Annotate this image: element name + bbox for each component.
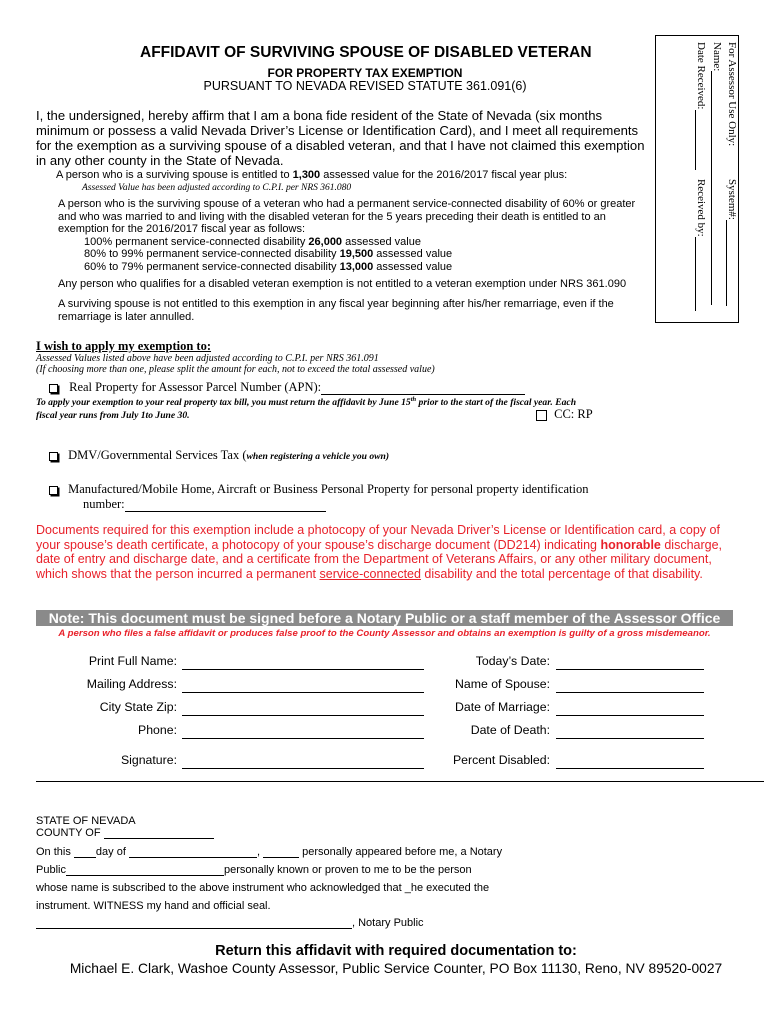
cc-rp-checkbox[interactable] — [536, 410, 547, 421]
system-number-line[interactable] — [726, 220, 727, 306]
real-property-deadline-note — [36, 396, 576, 408]
system-number-label — [726, 179, 738, 306]
deadline-note-post: prior to the start of the fiscal year. Each — [416, 397, 577, 409]
tier-60-value: 13,000 — [339, 261, 374, 273]
notary-year-field[interactable] — [263, 857, 299, 858]
intro-paragraph: I, the undersigned, hereby affirm that I am a bona fide resident of the State of Nevada (six months minimum or possess a valid Nevada Driver’s License or Identification Card), and I meet all requirements for the exemption as a surviving spouse of a disabled veteran, and that I have not claimed this exemption in any other county in the State of Nevada. — [36, 108, 645, 168]
notary-month-field[interactable] — [129, 857, 257, 858]
form-subtitle: FOR PROPERTY TAX EXEMPTION — [267, 66, 463, 80]
assessor-name-label — [711, 42, 723, 305]
real-property-row — [49, 380, 525, 395]
notary-on-this-label: On this — [36, 846, 71, 858]
date-received-text: Date Received: — [695, 42, 707, 110]
real-property-label: Real Property for Assessor Parcel Number (APN): — [69, 380, 322, 394]
received-by-text: Received by: — [695, 179, 707, 237]
received-by-line[interactable] — [695, 237, 696, 311]
notary-public-row — [36, 864, 472, 876]
notary-signature-row — [36, 917, 424, 929]
dmv-row — [49, 448, 389, 463]
notary-witness-text: instrument. WITNESS my hand and official seal. — [36, 900, 271, 912]
print-full-name-field[interactable] — [182, 669, 424, 670]
notary-day-field[interactable] — [74, 857, 96, 858]
percent-disabled-label: Percent Disabled: — [452, 753, 550, 767]
documents-honorable: honorable — [600, 537, 661, 552]
documents-required-paragraph — [36, 523, 726, 581]
entitlement-line — [56, 169, 567, 181]
phone-label: Phone: — [138, 723, 177, 737]
tier-80-value: 19,500 — [339, 248, 374, 260]
notary-public-name-field[interactable] — [66, 875, 224, 876]
return-address: Michael E. Clark, Washoe County Assessor, Public Service Counter, PO Box 11130, Reno, NV 89520-0027 — [69, 961, 723, 976]
manufactured-number-line[interactable] — [125, 511, 326, 512]
manufactured-row — [49, 482, 588, 497]
form-title: AFFIDAVIT OF SURVIVING SPOUSE OF DISABLED VETERAN — [140, 44, 592, 61]
apn-input-line[interactable] — [321, 394, 525, 395]
apply-heading: I wish to apply my exemption to: — [36, 339, 212, 353]
manufactured-checkbox[interactable] — [49, 486, 58, 495]
percent-disabled-field[interactable] — [556, 768, 704, 769]
received-by-label — [695, 179, 707, 311]
rule-remarriage-2: remarriage is later annulled. — [58, 311, 195, 323]
documents-post: disability and the total percentage of that disability. — [420, 566, 703, 581]
false-affidavit-warning: A person who files a false affidavit or produces false proof to the County Assessor and obtains an exemption is guilty of a gross misdemeanor. — [58, 628, 711, 639]
dmv-checkbox[interactable] — [49, 452, 58, 461]
todays-date-field[interactable] — [556, 669, 704, 670]
date-received-label — [695, 42, 707, 170]
notary-on-this-row: On this day of , personally appeared before me, a Notary — [36, 846, 503, 858]
documents-mid: discharge, date of entry and discharge date, and a certificate from the Department of Veterans Affairs, or any other military document, which shows that the person incurred a permanent — [36, 537, 723, 581]
manufactured-label: Manufactured/Mobile Home, Aircraft or Business Personal Property for personal property identification — [68, 482, 589, 496]
notary-public-label: Public — [36, 864, 66, 876]
tier-60-suffix: assessed value — [373, 261, 453, 273]
tier-100-value: 26,000 — [308, 236, 343, 248]
form-statute: PURSUANT TO NEVADA REVISED STATUTE 361.091(6) — [203, 79, 527, 93]
disabled-line-2: and who was married to and living with the disabled veteran for the 5 years preceding their death is entitled to an — [58, 211, 606, 223]
section-divider — [36, 781, 764, 782]
tier-100-suffix: assessed value — [342, 236, 421, 248]
apply-note-2: (If choosing more than one, please split the amount for each, not to exceed the total assessed value) — [36, 364, 435, 375]
disabled-line-3: exemption for the 2016/2017 fiscal year as follows: — [58, 223, 306, 235]
print-full-name-label: Print Full Name: — [88, 654, 177, 668]
return-heading: Return this affidavit with required documentation to: — [215, 943, 577, 959]
notary-county-field[interactable] — [104, 838, 214, 839]
notary-notice-bar: Note: This document must be signed before a Notary Public or a staff member of the Assessor Office — [36, 610, 733, 626]
real-property-checkbox[interactable] — [49, 384, 58, 393]
assessor-name-text: Name: — [711, 42, 723, 72]
documents-pre: Documents required for this exemption include a photocopy of your Nevada Driver’s License or Identification card, a copy of your spouse’s death certificate, a photocopy of your spouse’s discharge document (DD214) indicating — [36, 523, 720, 552]
documents-service-connected: service-connected — [319, 566, 421, 581]
tier-80 — [84, 248, 452, 260]
notary-state: STATE OF NEVADA — [36, 815, 136, 827]
notary-county-label: COUNTY OF — [36, 827, 101, 839]
notary-appeared-text: personally appeared before me, a Notary — [302, 846, 503, 858]
tier-80-suffix: assessed value — [373, 248, 453, 260]
cc-rp-row — [536, 407, 593, 422]
entitlement-amount: 1,300 — [292, 169, 321, 181]
tier-60-label: 60% to 79% permanent service-connected disability — [84, 261, 340, 273]
deadline-note-sup: th — [410, 396, 417, 403]
signature-field[interactable] — [182, 768, 424, 769]
notary-county-row — [36, 827, 214, 839]
deadline-note-pre: To apply your exemption to your real property tax bill, you must return the affidavit by June 15 — [36, 397, 411, 409]
disabled-line-1: A person who is the surviving spouse of a veteran who had a permanent service-connected disability of 60% or greater — [58, 198, 636, 210]
cc-rp-label: CC: RP — [554, 407, 593, 421]
name-of-spouse-label: Name of Spouse: — [454, 677, 550, 691]
date-of-death-label: Date of Death: — [470, 723, 550, 737]
assessor-name-line[interactable] — [711, 71, 712, 305]
manufactured-number-row — [83, 497, 326, 512]
apply-note-1: Assessed Values listed above have been adjusted according to C.P.I. per NRS 361.091 — [36, 353, 379, 364]
phone-field[interactable] — [182, 738, 424, 739]
entitlement-post: assessed value for the 2016/2017 fiscal year plus: — [320, 169, 568, 181]
entitlement-pre: A person who is a surviving spouse is entitled to — [56, 169, 293, 181]
city-state-zip-label: City State Zip: — [99, 700, 177, 714]
dmv-label: DMV/Governmental Services Tax ( — [68, 448, 247, 462]
date-of-death-field[interactable] — [556, 738, 704, 739]
tier-100-label: 100% permanent service-connected disability — [84, 236, 309, 248]
date-of-marriage-field[interactable] — [556, 715, 704, 716]
rule-remarriage-1: A surviving spouse is not entitled to this exemption in any fiscal year beginning after his/her remarriage, even if the — [58, 298, 614, 310]
notary-day-of-label: day of — [95, 846, 126, 858]
dmv-note: when registering a vehicle you own) — [246, 451, 390, 462]
rule-veteran-exemption: Any person who qualifies for a disabled veteran exemption is not entitled to a veteran exemption under NRS 361.090 — [58, 278, 627, 290]
mailing-address-field[interactable] — [182, 692, 424, 693]
cpi-note: Assessed Value has been adjusted according to C.P.I. per NRS 361.080 — [82, 183, 352, 193]
fiscal-year-note: fiscal year runs from July 1to June 30. — [36, 410, 190, 421]
assessor-use-box — [655, 35, 739, 323]
signature-label: Signature: — [120, 753, 177, 767]
tier-60 — [84, 261, 452, 273]
notary-known-text: personally known or proven to me to be the person — [223, 864, 472, 876]
assessor-use-heading: For Assessor Use Only: — [726, 42, 738, 147]
notary-public-suffix: , Notary Public — [352, 917, 424, 929]
notary-whose-text: whose name is subscribed to the above instrument who acknowledged that _he executed the — [36, 882, 490, 894]
date-of-marriage-label: Date of Marriage: — [454, 700, 550, 714]
system-number-text: System#: — [726, 179, 738, 220]
todays-date-label: Today’s Date: — [475, 654, 550, 668]
notary-signature-field[interactable] — [36, 928, 352, 929]
manufactured-number-label: number: — [83, 497, 125, 511]
tier-100 — [84, 236, 421, 248]
name-of-spouse-field[interactable] — [556, 692, 704, 693]
tier-80-label: 80% to 99% permanent service-connected disability — [84, 248, 340, 260]
mailing-address-label: Mailing Address: — [86, 677, 177, 691]
city-state-zip-field[interactable] — [182, 715, 424, 716]
date-received-line[interactable] — [695, 110, 696, 170]
